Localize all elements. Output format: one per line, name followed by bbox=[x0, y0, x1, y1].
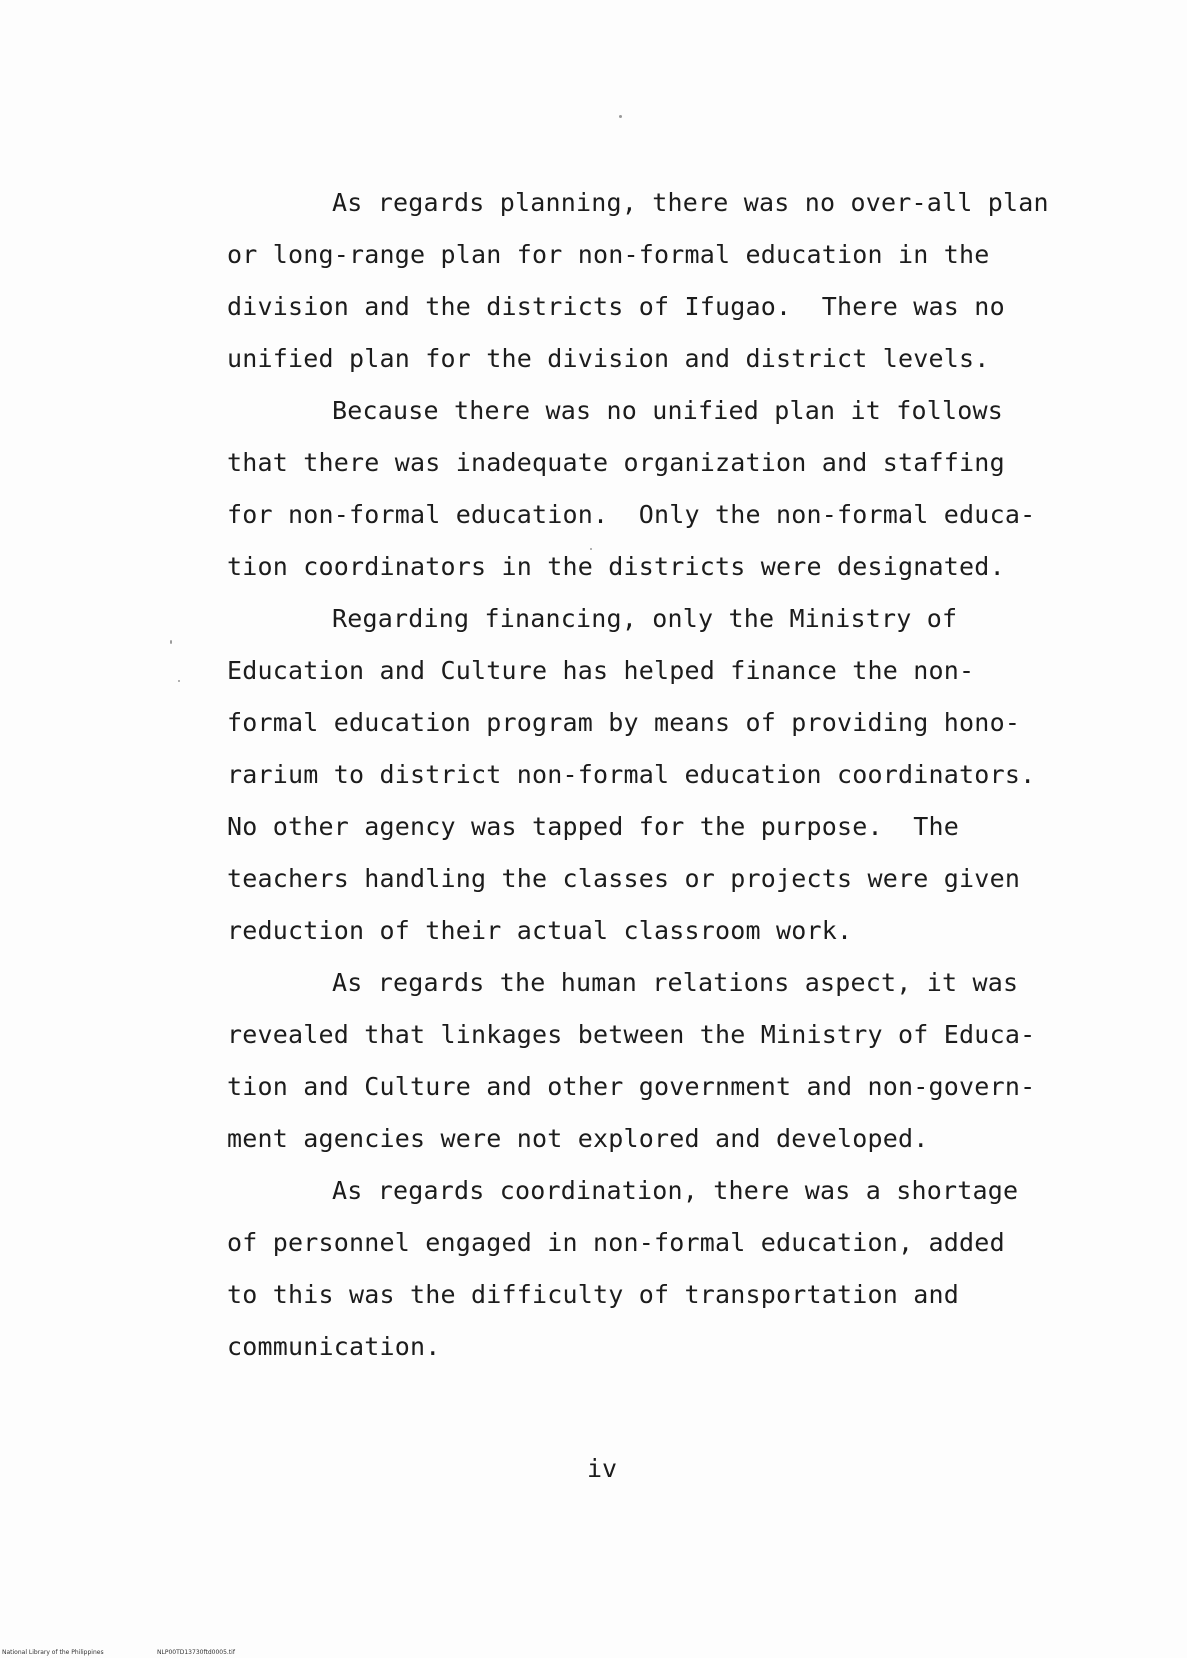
text-line: or long-range plan for non-formal education in the bbox=[227, 240, 990, 269]
text-line: ment agencies were not explored and developed. bbox=[227, 1124, 929, 1153]
scan-speck bbox=[619, 115, 622, 118]
text-line: Regarding financing, only the Ministry of bbox=[332, 604, 958, 633]
text-line: Because there was no unified plan it follows bbox=[332, 396, 1004, 425]
scan-speck bbox=[590, 548, 592, 550]
text-line: that there was inadequate organization and staffing bbox=[227, 448, 1005, 477]
text-line: As regards coordination, there was a shortage bbox=[332, 1176, 1019, 1205]
text-line: unified plan for the division and district levels. bbox=[227, 344, 990, 373]
text-line: tion and Culture and other government and non-govern- bbox=[227, 1072, 1036, 1101]
scan-speck bbox=[170, 640, 172, 644]
text-line: division and the districts of Ifugao. There was no bbox=[227, 292, 1005, 321]
text-line: revealed that linkages between the Ministry of Educa- bbox=[227, 1020, 1036, 1049]
text-line: As regards the human relations aspect, it was bbox=[332, 968, 1019, 997]
text-line: of personnel engaged in non-formal education, added bbox=[227, 1228, 1005, 1257]
text-line: reduction of their actual classroom work. bbox=[227, 916, 853, 945]
text-line: for non-formal education. Only the non-formal educa- bbox=[227, 500, 1036, 529]
text-line: teachers handling the classes or projects were given bbox=[227, 864, 1021, 893]
text-line: No other agency was tapped for the purpose. The bbox=[227, 812, 960, 841]
text-line: rarium to district non-formal education coordinators. bbox=[227, 760, 1036, 789]
text-line: tion coordinators in the districts were designated. bbox=[227, 552, 1005, 581]
text-line: formal education program by means of providing hono- bbox=[227, 708, 1021, 737]
text-line: to this was the difficulty of transportation and bbox=[227, 1280, 960, 1309]
footer-file-name: NLP00TD13730ftd0005.tif bbox=[157, 1649, 235, 1656]
text-line: communication. bbox=[227, 1332, 441, 1361]
text-line: Education and Culture has helped finance the non- bbox=[227, 656, 975, 685]
footer-institution: National Library of the Philippines bbox=[2, 1649, 104, 1656]
page-number: iv bbox=[587, 1454, 618, 1483]
text-line: As regards planning, there was no over-all plan bbox=[332, 188, 1049, 217]
scan-speck bbox=[178, 680, 180, 682]
